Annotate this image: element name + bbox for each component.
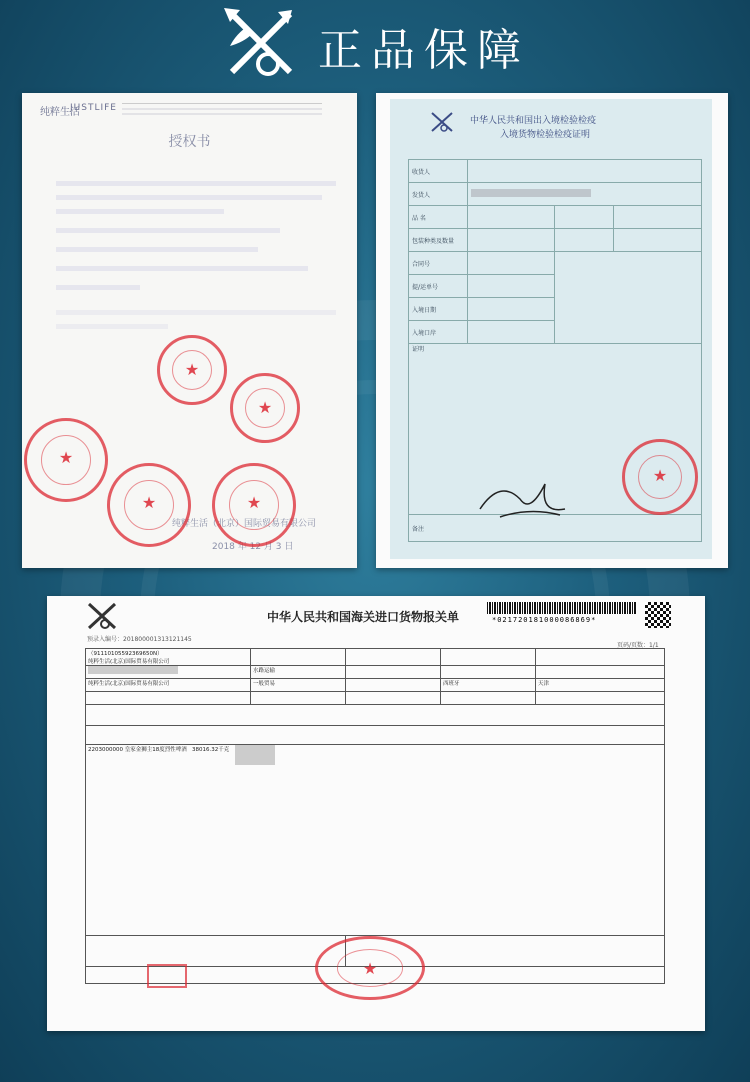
company-name: 纯粹生活(北京)国际贸易有限公司	[88, 681, 170, 687]
goods-quantity: 38016.32千克	[192, 747, 230, 753]
cert-remark: 证明	[412, 346, 425, 353]
red-seal: ★	[157, 335, 227, 405]
customs-declaration	[47, 596, 705, 1031]
letter-body	[56, 181, 336, 338]
barcode-text: *021720181000086869*	[492, 616, 597, 624]
company-id: （91110105592369650N）	[88, 651, 163, 657]
red-seal: ★	[230, 373, 300, 443]
letter-title: 授权书	[168, 134, 211, 150]
goods-name: 皇家金狮主18度烈性啤酒	[124, 747, 187, 753]
page-header	[0, 0, 750, 90]
cert-row-label: 合同号	[409, 252, 468, 275]
signature	[470, 469, 580, 529]
customs-title: 中华人民共和国海关进口货物报关单	[267, 610, 460, 624]
cert-footer: 备注	[412, 525, 425, 533]
customs-emblem-icon	[87, 602, 117, 630]
page-title: 正品保障	[318, 25, 530, 76]
red-seal: ★	[315, 936, 425, 1000]
red-stamp-square	[147, 964, 187, 988]
company-name: 纯粹生活(北京)国际贸易有限公司	[88, 659, 170, 665]
red-seal: ★	[24, 418, 108, 502]
barcode	[487, 602, 637, 614]
authorization-letter	[22, 93, 357, 568]
red-seal: ★	[212, 463, 296, 547]
transport-mode: 水路运输	[251, 666, 346, 679]
cert-row-label: 收货人	[409, 160, 468, 183]
pre-entry-label: 预录入编号：	[87, 636, 124, 643]
cert-row-label: 提/运单号	[409, 275, 468, 298]
red-seal: ★	[622, 439, 698, 515]
cert-row-label: 品 名	[409, 206, 468, 229]
letter-company: 纯粹生活（北京）国际贸易有限公司	[172, 519, 317, 529]
cert-row-label: 发货人	[409, 183, 468, 206]
inspection-emblem-icon	[430, 111, 454, 133]
cert-row-label: 入境口岸	[409, 321, 468, 344]
cert-title-2: 入境货物检验检疫证明	[500, 130, 591, 140]
cert-row-label: 包装种类及数量	[409, 229, 468, 252]
letterhead-lines	[122, 103, 322, 122]
cert-row-label: 入境日期	[409, 298, 468, 321]
entry-port: 天津	[536, 679, 665, 692]
logo-cn: 纯粹生活	[40, 107, 80, 118]
customs-table	[85, 648, 665, 984]
inspection-certificate	[376, 93, 728, 568]
letter-date: 2018 年 12 月 3 日	[212, 542, 294, 552]
goods-number: 2203000000	[88, 747, 123, 753]
pre-entry	[87, 636, 192, 644]
cert-title-1: 中华人民共和国出入境检验检疫	[470, 116, 597, 126]
origin-country: 西班牙	[441, 679, 536, 692]
page-count: 页码/页数：1/1	[617, 642, 659, 649]
logo-en: JUSTLIFE	[70, 103, 117, 113]
qr-code	[645, 602, 671, 628]
pre-entry-no: 201800001313121145	[123, 636, 192, 643]
trade-mode: 一般贸易	[251, 679, 346, 692]
customs-emblem-icon	[218, 6, 304, 80]
red-seal: ★	[107, 463, 191, 547]
